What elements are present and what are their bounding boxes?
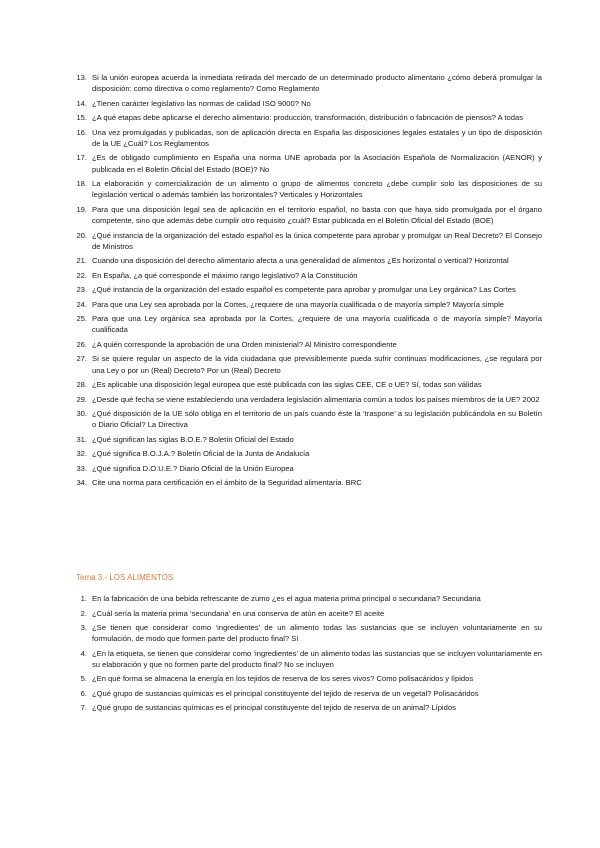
question-number: 17. [76, 153, 87, 163]
question-item [76, 379, 542, 390]
question-item [76, 152, 542, 174]
question-number: 31. [76, 434, 87, 444]
question-number: 23. [76, 285, 87, 295]
question-number: 16. [76, 127, 87, 137]
question-number: 14. [76, 98, 87, 108]
question-text: ¿En la etiqueta, se tienen que considerar como ‘ingredientes’ de un alimento todas las sustancias que se incluyen voluntariamente en su elaboración y que no formen parte del producto final? No se incluyen [92, 648, 542, 669]
question-number: 20. [76, 230, 87, 240]
question-number: 6. [80, 688, 87, 698]
question-text: ¿Qué significan las siglas B.O.E.? Boletín Oficial del Estado [92, 434, 294, 444]
question-text: ¿Qué instancia de la organización del estado español es competente para aprobar y promulgar una Ley orgánica? Las Cortes [92, 285, 516, 295]
question-item [76, 353, 542, 375]
question-list-derecho [76, 72, 542, 492]
question-number: 27. [76, 354, 87, 364]
question-number: 7. [80, 703, 87, 713]
question-item [76, 477, 542, 488]
question-number: 29. [76, 394, 87, 404]
question-number: 1. [80, 594, 87, 603]
question-number: 4. [80, 648, 87, 658]
question-item [76, 463, 542, 474]
question-item [76, 408, 542, 430]
question-text: ¿Es de obligado cumplimiento en España una norma UNE aprobada por la Asociación Española de Normalización (AENOR) y publicada en el Boletín Oficial del Estado (BOE)? No [92, 153, 542, 174]
question-text: Cuando una disposición del derecho alimentario afecta a una generalidad de alimentos ¿Es horizontal o vertical? Horizontal [92, 256, 509, 266]
question-text: La elaboración y comercialización de un alimento o grupo de alimentos concreto ¿debe cumplir solo las disposiciones de su legislación vertical o además también las horizontales? Verticales y Horizontales [92, 179, 542, 200]
question-item [76, 98, 542, 109]
question-number: 32. [76, 449, 87, 459]
question-list-alimentos [76, 593, 542, 717]
question-item [76, 593, 542, 604]
question-item [76, 673, 542, 684]
question-item [76, 204, 542, 226]
question-item [76, 178, 542, 200]
question-number: 24. [76, 299, 87, 309]
question-item [76, 230, 542, 252]
question-item [76, 434, 542, 445]
question-text: En España, ¿a qué corresponde el máximo rango legislativo? A la Constitución [92, 270, 358, 280]
question-text: ¿Tienen carácter legislativo las normas de calidad ISO 9000? No [92, 98, 311, 108]
question-item [76, 688, 542, 699]
question-item [76, 270, 542, 281]
question-item [76, 112, 542, 123]
question-text: Si la unión europea acuerda la inmediata retirada del mercado de un determinado producto alimentario ¿cómo deberá promulgar la disposición: como directiva o como reglamento? Como Reglamento [92, 73, 542, 94]
question-text: ¿Es aplicable una disposición legal europea que esté publicada con las siglas CEE, CE o UE? Sí, todas son válidas [92, 380, 482, 390]
question-item [76, 255, 542, 266]
question-number: 34. [76, 478, 87, 488]
question-item [76, 448, 542, 459]
question-item [76, 339, 542, 350]
question-number: 25. [76, 314, 87, 324]
question-item [76, 702, 542, 713]
question-text: ¿Desde qué fecha se viene estableciendo una verdadera legislación alimentaria común a todos los países miembros de la UE? 2002 [92, 394, 540, 404]
question-number: 3. [80, 623, 87, 632]
question-number: 33. [76, 463, 87, 473]
question-text: En la fabricación de una bebida refrescante de zumo ¿es el agua materia prima principal o secundaria? Secundaria [92, 594, 481, 603]
question-number: 15. [76, 113, 87, 123]
question-text: ¿A qué etapas debe aplicarse el derecho alimentario: producción, transformación, distribución o fabricación de piensos? A todas [92, 113, 523, 123]
question-number: 19. [76, 204, 87, 214]
question-number: 28. [76, 380, 87, 390]
question-text: ¿Qué disposición de la UE sólo obliga en el territorio de un país cuando éste la ‘traspone’ a su legislación publicándola en su Boletín o Diario Oficial? La Directiva [92, 409, 542, 430]
question-item [76, 608, 542, 619]
question-text: ¿Qué grupo de sustancias químicas es el principal constituyente del tejido de reserva de un animal? Lípidos [92, 703, 456, 713]
question-number: 13. [76, 73, 87, 82]
question-text: ¿Qué grupo de sustancias químicas es el principal constituyente del tejido de reserva de un vegetal? Polisacáridos [92, 688, 479, 698]
question-text: ¿A quién corresponde la aprobación de una Orden ministerial? Al Ministro correspondiente [92, 339, 397, 349]
question-number: 2. [80, 608, 87, 618]
question-item [76, 648, 542, 670]
question-item [76, 394, 542, 405]
question-number: 21. [76, 256, 87, 266]
question-text: Para que una disposición legal sea de aplicación en el territorio español, no basta con que haya sido promulgada por el órgano competente, sino que además debe cumplir otro requisito ¿cuál? Estar publicada en el Boletín Oficial del Estado (BOE) [92, 204, 542, 226]
question-text: Para que una Ley orgánica sea aprobada por la Cortes, ¿requiere de una mayoría cualificada o de mayoría simple? Mayoría cualificada [92, 314, 542, 335]
question-item [76, 299, 542, 310]
question-text: Cite una norma para certificación en el ámbito de la Seguridad alimentaria. BRC [92, 478, 362, 488]
question-text: Para que una Ley sea aprobada por la Cortes, ¿requiere de una mayoría cualificada o de mayoría simple? Mayoría simple [92, 299, 504, 309]
question-text: ¿Qué significa D.O.U.E.? Diario Oficial de la Unión Europea [92, 463, 294, 473]
question-text: Si se quiere regular un aspecto de la vida ciudadana que previsiblemente pueda sufrir continuas modificaciones, ¿se regulará por una Ley o por un (Real) Decreto? Por un (Real) Decreto [92, 354, 542, 375]
question-item [76, 622, 542, 644]
question-number: 22. [76, 270, 87, 280]
question-text: ¿Cuál sería la materia prima ‘secundaria’ en una conserva de atún en aceite? El aceite [92, 608, 385, 618]
question-number: 26. [76, 339, 87, 349]
question-number: 18. [76, 179, 87, 189]
question-item [76, 127, 542, 149]
question-text: ¿Se tienen que considerar como ‘ingredientes’ de un alimento todas las sustancias que se incluyen voluntariamente en su formulación, de modo que formen parte del producto final? Sí [92, 623, 542, 644]
question-item [76, 313, 542, 335]
question-number: 5. [80, 674, 87, 684]
question-text: ¿Qué instancia de la organización del estado español es la única competente para aprobar y promulgar un Real Decreto? El Consejo de Ministros [92, 230, 542, 251]
question-number: 30. [76, 409, 87, 419]
question-item [76, 284, 542, 295]
question-text: ¿En qué forma se almacena la energía en los tejidos de reserva de los seres vivos? Como polisacáridos y lípidos [92, 674, 474, 684]
question-text: ¿Qué significa B.O.J.A.? Boletín Oficial de la Junta de Andalucía [92, 449, 310, 459]
section-title: Tema 3.- LOS ALIMENTOS [76, 573, 174, 582]
question-item [76, 72, 542, 94]
question-text: Una vez promulgadas y publicadas, son de aplicación directa en España las disposiciones legales estatales y un tipo de disposición de la UE ¿Cuál? Los Reglamentos [92, 127, 542, 148]
